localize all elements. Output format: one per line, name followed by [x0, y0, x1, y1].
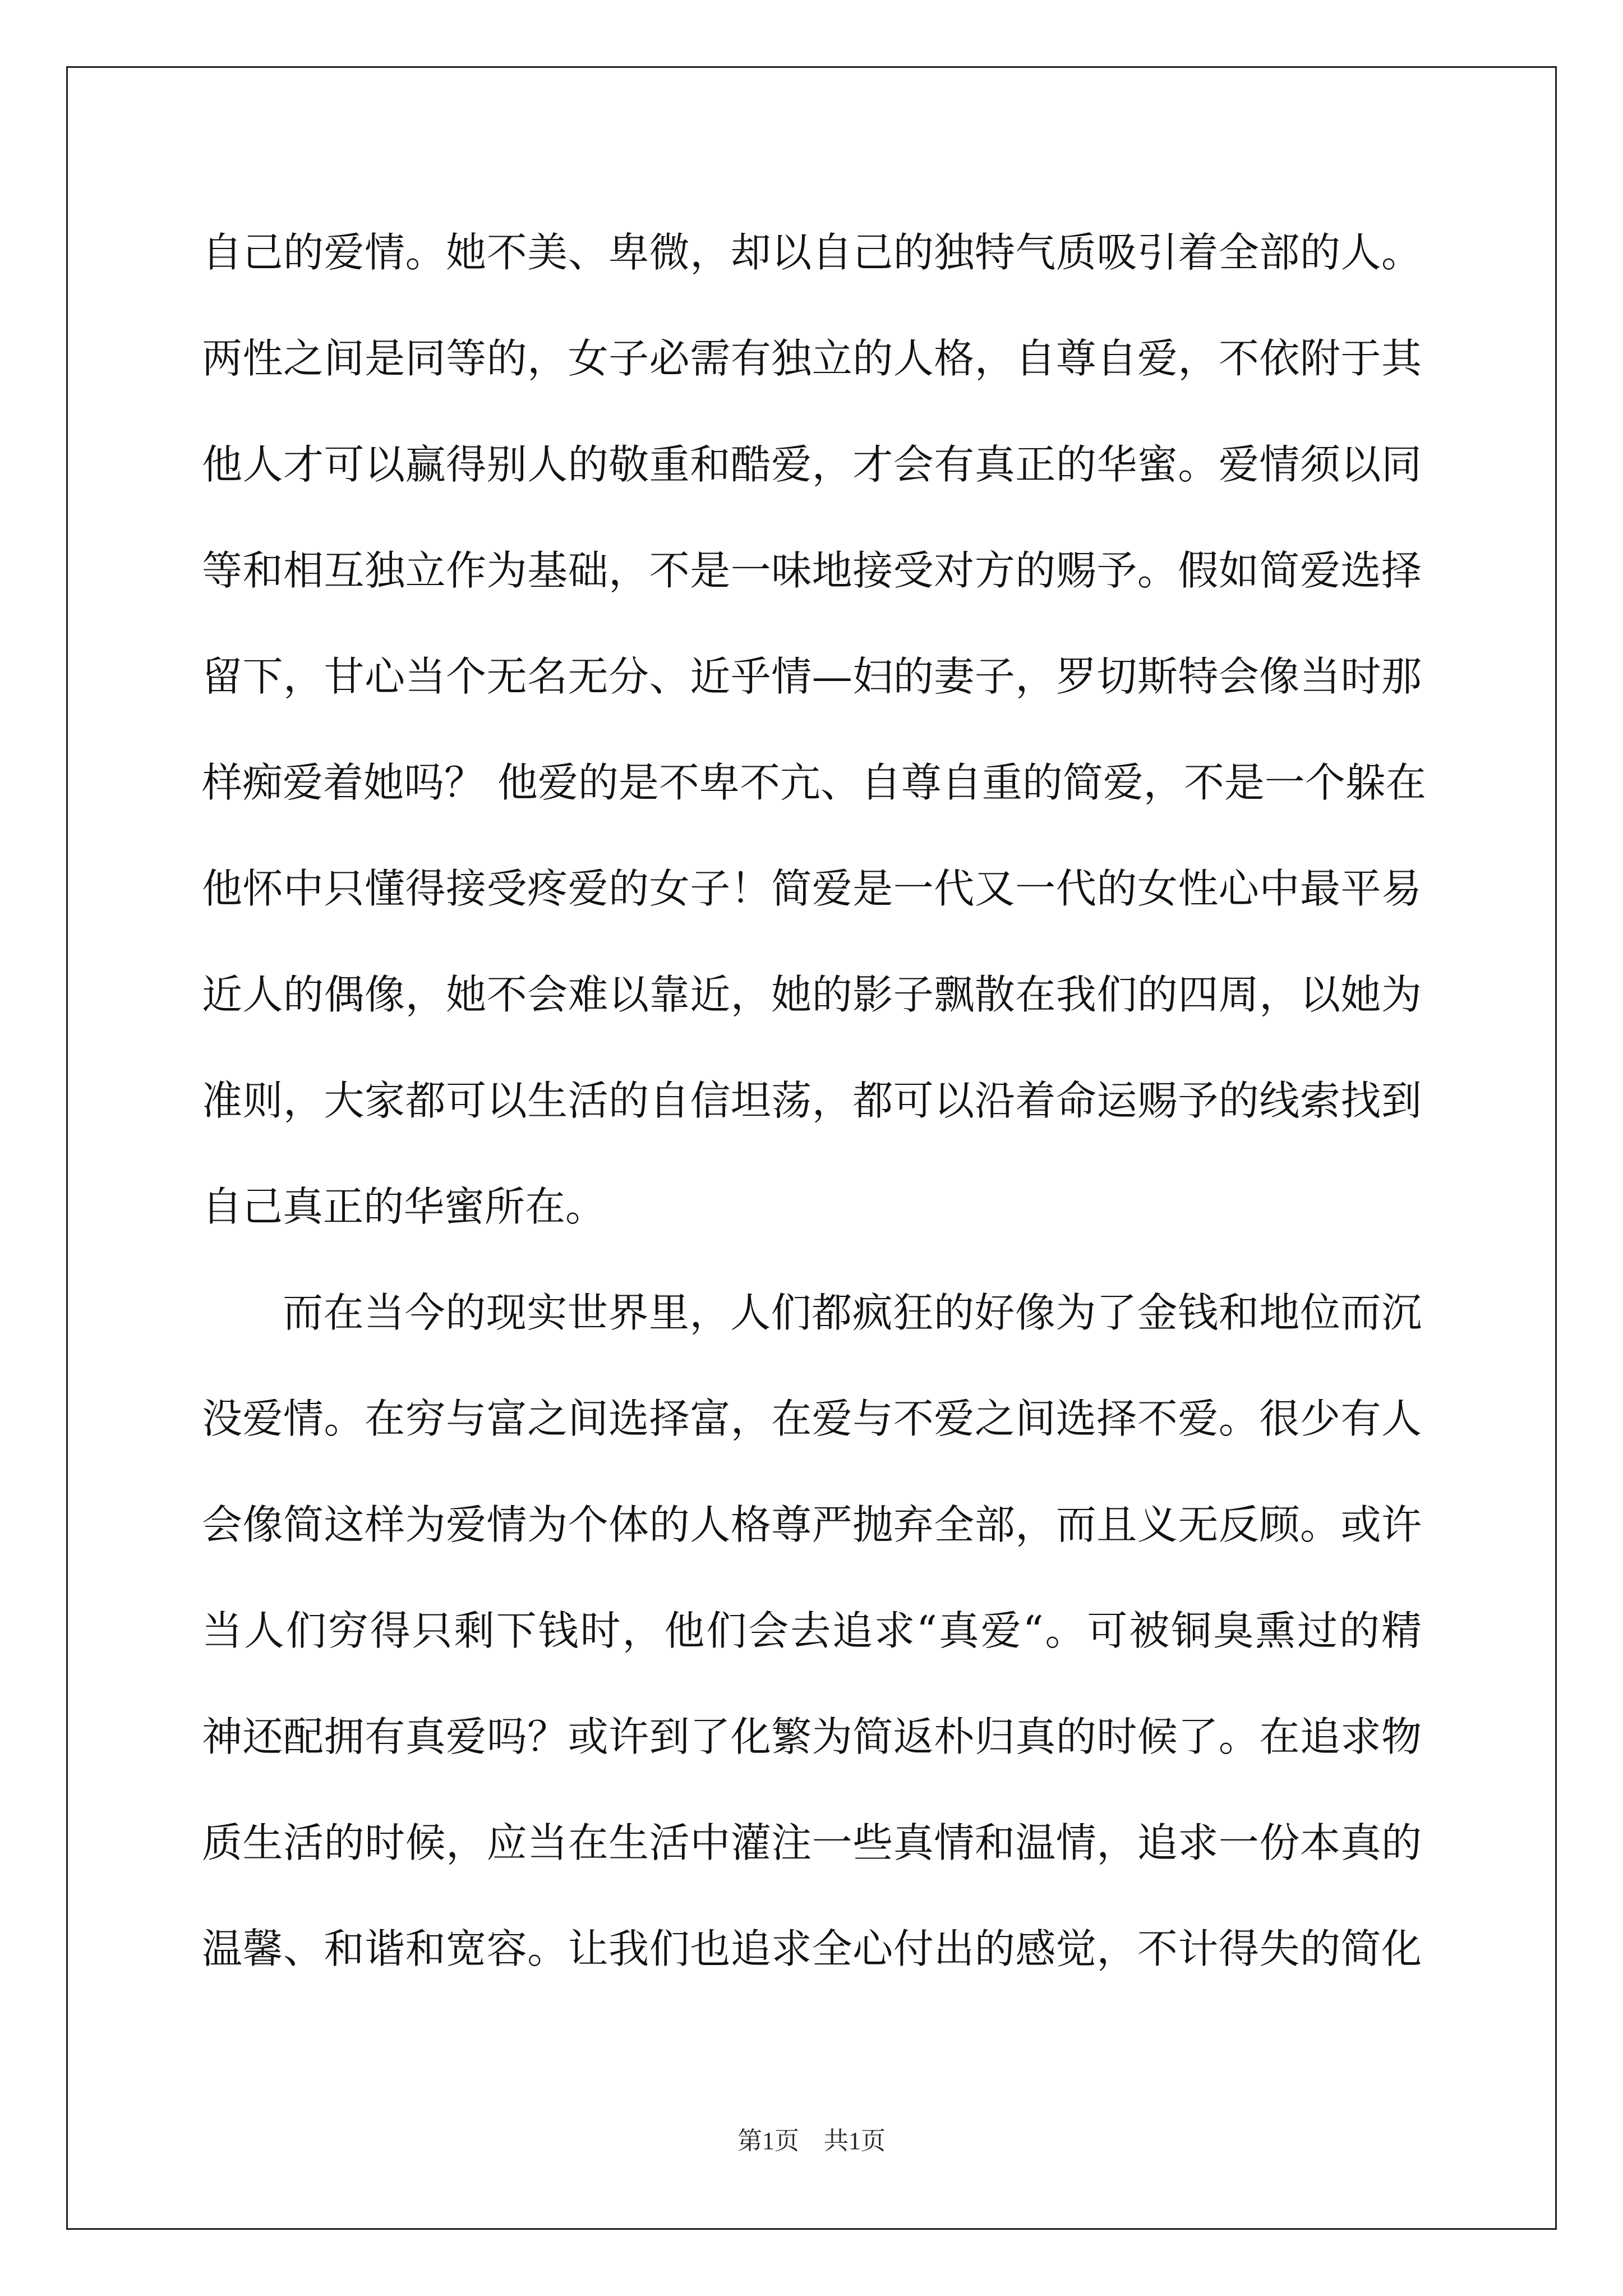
text-line: 他人才可以赢得别人的敬重和酷爱，才会有真正的华蜜。爱情须以同 [202, 441, 1422, 488]
page-number-footer: 第1页 共1页 [737, 2127, 886, 2155]
text-line: 会像简这样为爱情为个体的人格尊严抛弃全部，而且义无反顾。或许 [202, 1501, 1422, 1548]
text-line: 他怀中只懂得接受疼爱的女子！简爱是一代又一代的女性心中最平易 [202, 865, 1422, 912]
text-line: 没爱情。在穷与富之间选择富，在爱与不爱之间选择不爱。很少有人 [202, 1395, 1422, 1442]
text-line: 两性之间是同等的，女子必需有独立的人格，自尊自爱，不依附于其 [202, 335, 1422, 382]
text-line: 等和相互独立作为基础，不是一味地接受对方的赐予。假如简爱选择 [202, 547, 1422, 594]
text-line: 准则，大家都可以生活的自信坦荡，都可以沿着命运赐予的线索找到 [202, 1077, 1422, 1124]
text-line: 近人的偶像，她不会难以靠近，她的影子飘散在我们的四周，以她为 [202, 971, 1422, 1018]
text-line: 样痴爱着她吗？ 他爱的是不卑不亢、自尊自重的简爱，不是一个躲在 [202, 759, 1426, 806]
text-line: 而在当今的现实世界里，人们都疯狂的好像为了金钱和地位而沉 [283, 1289, 1422, 1336]
text-line: 当人们穷得只剩下钱时，他们会去追求“真爱“。可被铜臭熏过的精 [202, 1607, 1422, 1654]
text-line: 神还配拥有真爱吗？或许到了化繁为简返朴归真的时候了。在追求物 [202, 1713, 1422, 1760]
text-line: 自己的爱情。她不美、卑微，却以自己的独特气质吸引着全部的人。 [202, 229, 1422, 276]
text-line: 自己真正的华蜜所在。 [202, 1183, 606, 1230]
text-line: 留下，甘心当个无名无分、近乎情—妇的妻子，罗切斯特会像当时那 [202, 653, 1422, 700]
text-line: 质生活的时候，应当在生活中灌注一些真情和温情，追求一份本真的 [202, 1819, 1422, 1866]
text-line: 温馨、和谐和宽容。让我们也追求全心付出的感觉，不计得失的简化 [202, 1925, 1422, 1972]
